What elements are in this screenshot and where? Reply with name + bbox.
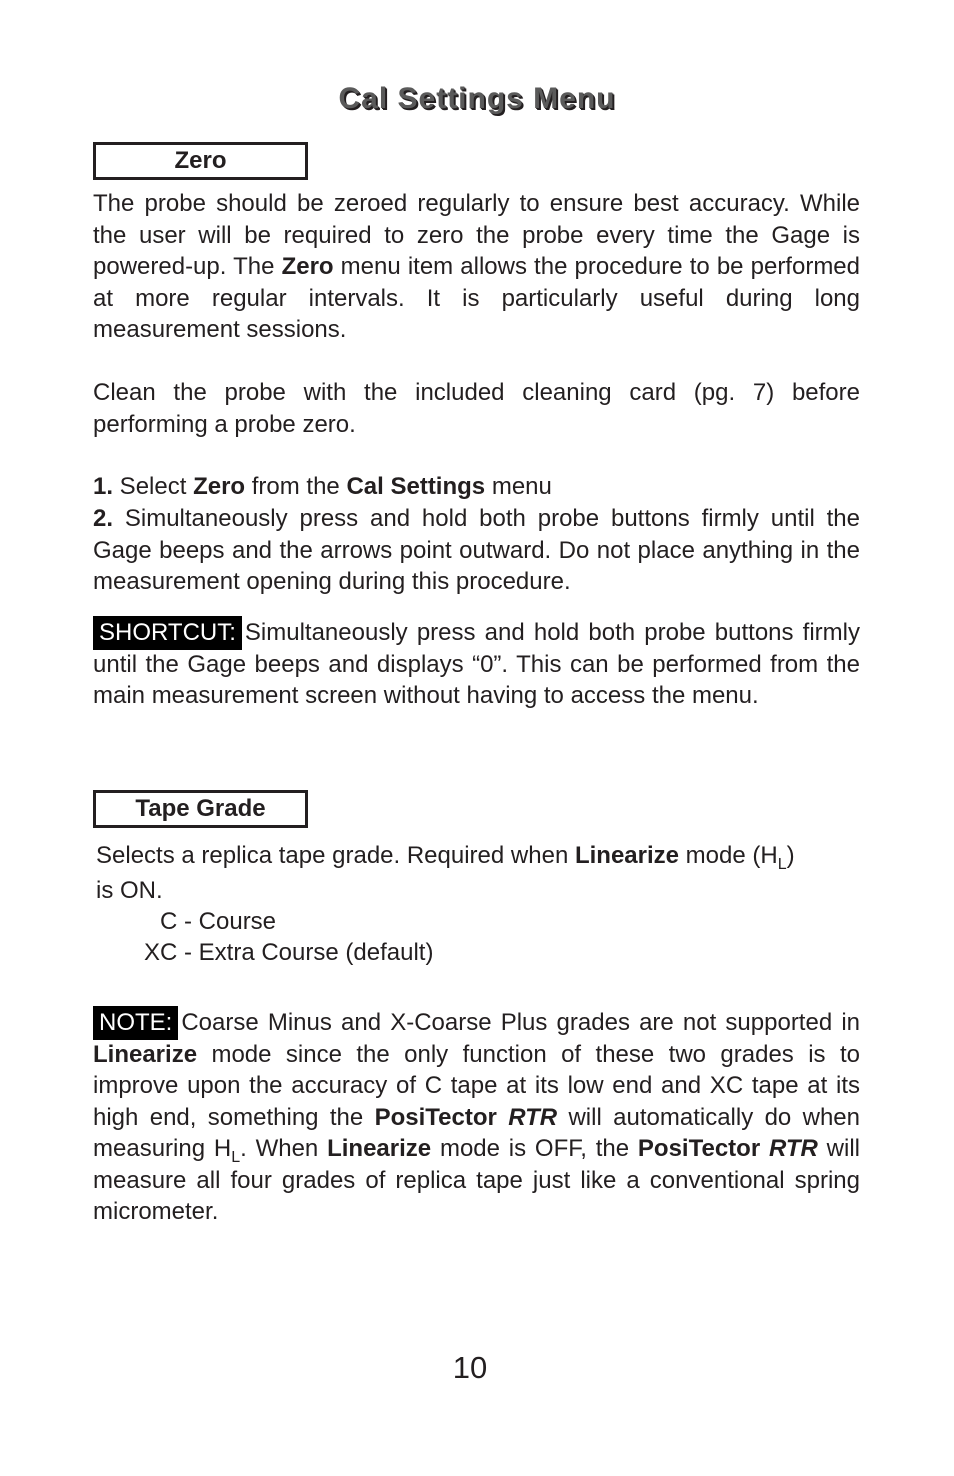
shortcut-paragraph: SHORTCUT: Simultaneously press and hold both probe buttons firmly until the Gage beeps and displays “0”. This can be performed from the main measurement screen without having to access the menu.	[93, 617, 860, 712]
tape-grade-intro: Selects a replica tape grade. Required when Linearize mode $(H_L)$ is ON.	[96, 842, 795, 904]
note-paragraph: NOTE: Coarse Minus and X-Coarse Plus grades are not supported in Linearize mode since the only function of these two grades is to improve upon the accuracy of C tape at its low end and XC tape at its high end, something the PosiTector RTR will automatically do when measuring $H_L$. When Linearize mode is OFF, the PosiTector RTR will measure all four grades of replica tape just like a conventional spring micrometer.	[93, 1007, 860, 1228]
page-title: Cal Settings Menu	[338, 82, 616, 115]
page-number: 10	[452, 1350, 488, 1385]
step-1: 1. Select Zero from the Cal Settings menu	[93, 473, 552, 500]
clean-probe-paragraph: Clean the probe with the included cleaning card (pg. 7) before performing a probe zero.	[93, 379, 860, 438]
note-tag: NOTE:	[93, 1006, 178, 1040]
tape-grade-section-label: Tape Grade	[93, 790, 308, 828]
grade-item-c: C - Course	[160, 908, 277, 935]
zero-intro-paragraph: The probe should be zeroed regularly to ensure best accuracy. While the user will be required to zero the probe every time the Gage is powered-up. The Zero menu item allows the procedure to be performed at more regular intervals. It is particularly useful during long measurement sessions.	[93, 190, 861, 343]
step-2: 2. Simultaneously press and hold both probe buttons firmly until the Gage beeps and the arrows point outward. Do not place anything in the measurement opening during this procedure.	[93, 505, 860, 595]
shortcut-tag: SHORTCUT:	[93, 616, 242, 650]
zero-section-label: Zero	[93, 142, 308, 180]
grade-item-xc: XC - Extra Course (default)	[144, 939, 434, 966]
